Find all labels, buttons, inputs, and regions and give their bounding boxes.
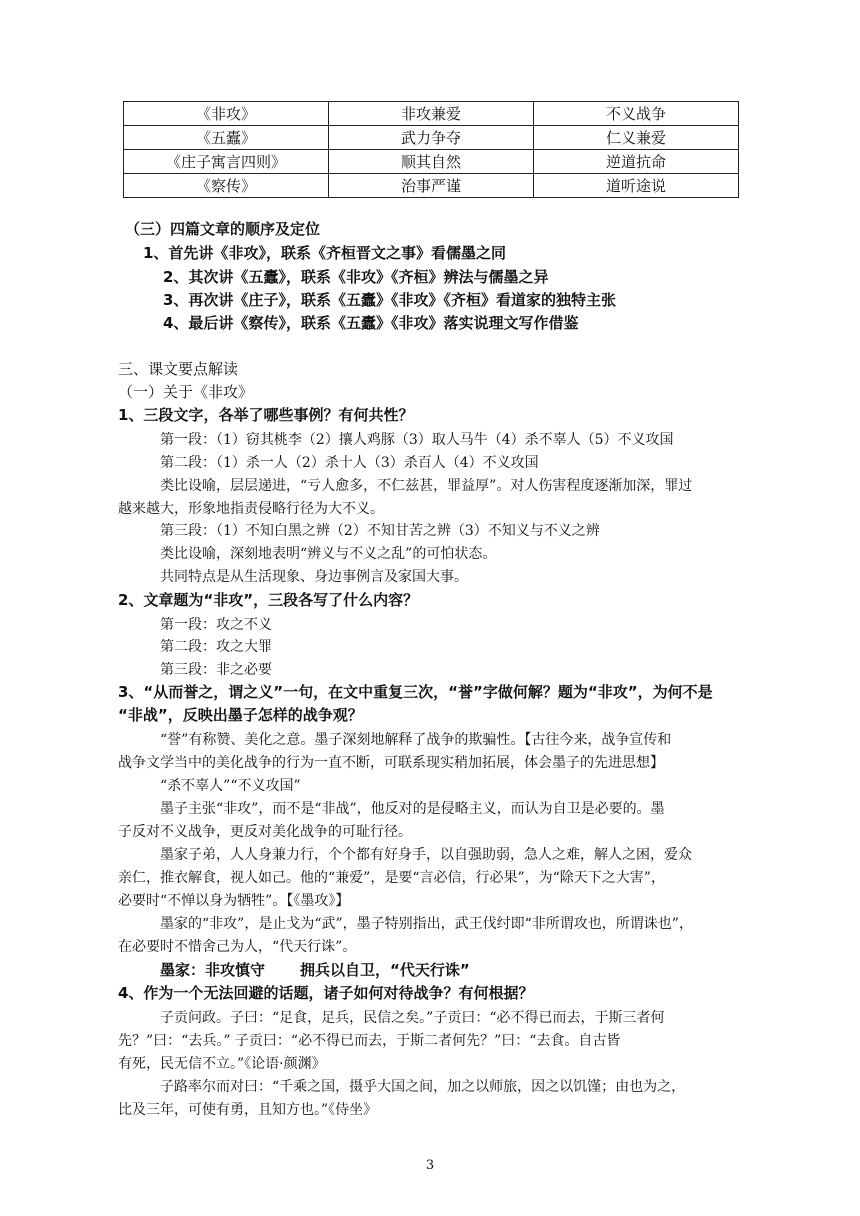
paragraph-line: 比及三年，可使有勇，且知方也。”《侍坐》 [118,1102,378,1118]
paragraph-line: “杀不辜人”“不义攻国” [160,778,301,794]
table-cell: 《庄子寓言四则》 [124,150,329,174]
table-row [124,126,739,150]
paragraph-line: 在必要时不惜舍己为人，“代天行诛”。 [118,939,357,955]
paragraph-line: 有死，民无信不立。”《论语·颜渊》 [118,1056,326,1072]
table-row [124,102,739,126]
table-cell: 逆道抗命 [534,150,739,174]
list-item: 1、首先讲《非攻》，联系《齐桓晋文之事》看儒墨之同 [143,244,506,262]
table-cell: 治事严谨 [329,174,534,198]
table-cell: 道听途说 [534,174,739,198]
list-item: 4、最后讲《察传》，联系《五蠹》《非攻》落实说理文写作借鉴 [163,314,579,332]
summary-left: 墨家：非攻慎守 [160,961,266,979]
paragraph-line: 战争文学当中的美化战争的行为一直不断，可联系现实稍加拓展，体会墨子的先进思想】 [118,755,664,771]
table-cell: 《五蠹》 [124,126,329,150]
paragraph-line: 越来越大，形象地指责侵略行径为大不义。 [118,501,384,517]
page-number: 3 [425,1158,435,1173]
table-cell: 仁义兼爱 [534,126,739,150]
paragraph-line: 墨家的“非攻”，是止戈为“武”，墨子特别指出，武王伐纣即“非所谓攻也，所谓诛也”， [160,916,693,932]
paragraph-line: 墨家子弟，人人身兼力行，个个都有好身手，以自强助弱，急人之难，解人之困，爱众 [160,847,692,863]
paragraph-line: 亲仁，推衣解食，视人如己。他的“兼爱”，是要“言必信，行必果”，为“除天下之大害”， [118,870,665,886]
paragraph-line: 子贡问政。子曰：“足食，足兵，民信之矣。”子贡曰：“必不得已而去，于斯三者何 [160,1010,665,1026]
paragraph-line: 类比设喻，深刻地表明“辨义与不义之乱”的可怕状态。 [160,546,497,562]
question: 4、作为一个无法回避的话题，诸子如何对待战争？有何根据？ [118,984,534,1002]
paragraph-line: 类比设喻，层层递进，“亏人愈多，不仁兹甚，罪益厚”。对人伤害程度逐渐加深，罪过 [160,478,693,494]
list-item: 2、其次讲《五蠹》，联系《非攻》《齐桓》辨法与儒墨之异 [163,268,549,286]
table-cell: 不义战争 [534,102,739,126]
section-heading: （三）四篇文章的顺序及定位 [125,220,321,238]
question: 2、文章题为“非攻”，三段各写了什么内容？ [118,591,419,609]
table-row [124,150,739,174]
paragraph-line: 共同特点是从生活现象、身边事例言及家国大事。 [160,569,468,585]
subsection-heading: （一）关于《非攻》 [118,383,254,401]
paragraph-line: 第二段：攻之大罪 [160,639,272,655]
paragraph-line: 第三段：非之必要 [160,662,272,678]
paragraph-line: 第一段：（1）窃其桃李（2）攘人鸡豚（3）取人马牛（4）杀不辜人（5）不义攻国 [160,432,674,448]
table-cell: 《非攻》 [124,102,329,126]
section-heading: 三、课文要点解读 [118,360,239,378]
table-cell: 顺其自然 [329,150,534,174]
paragraph-line: 子路率尔而对曰：“千乘之国，摄乎大国之间，加之以师旅，因之以饥馑；由也为之， [160,1079,686,1095]
comparison-table [123,101,739,198]
table-row [124,174,739,198]
paragraph-line: 先？”曰：“去兵。” 子贡曰：“必不得已而去，于斯二者何先？”曰：“去食。自古皆 [118,1033,621,1049]
table-cell: 《察传》 [124,174,329,198]
table-cell: 武力争夺 [329,126,534,150]
summary-right: 拥兵以自卫，“代天行诛” [300,961,470,979]
question: 1、三段文字，各举了哪些事例？有何共性？ [118,406,414,424]
paragraph-line: “誉”有称赞、美化之意。墨子深刻地解释了战争的欺骗性。【古往今来，战争宣传和 [160,732,672,748]
paragraph-line: 子反对不义战争，更反对美化战争的可耻行径。 [118,824,412,840]
list-item: 3、再次讲《庄子》，联系《五蠹》《非攻》《齐桓》看道家的独特主张 [163,291,616,309]
paragraph-line: 第一段：攻之不义 [160,617,272,633]
question: “非战”，反映出墨子怎样的战争观？ [118,706,363,724]
paragraph-line: 必要时“不惮以身为牺牲”。【《墨攻》】 [118,893,350,909]
question: 3、“从而誉之，谓之义”一句，在文中重复三次，“誉”字做何解？题为“非攻”，为何不是 [118,683,713,701]
paragraph-line: 第三段：（1）不知白黑之辨（2）不知甘苦之辨（3）不知义与不义之辨 [160,523,600,539]
table-cell: 非攻兼爱 [329,102,534,126]
paragraph-line: 墨子主张“非攻”，而不是“非战”，他反对的是侵略主义，而认为自卫是必要的。墨 [160,801,665,817]
paragraph-line: 第二段：（1）杀一人（2）杀十人（3）杀百人（4）不义攻国 [160,455,539,471]
